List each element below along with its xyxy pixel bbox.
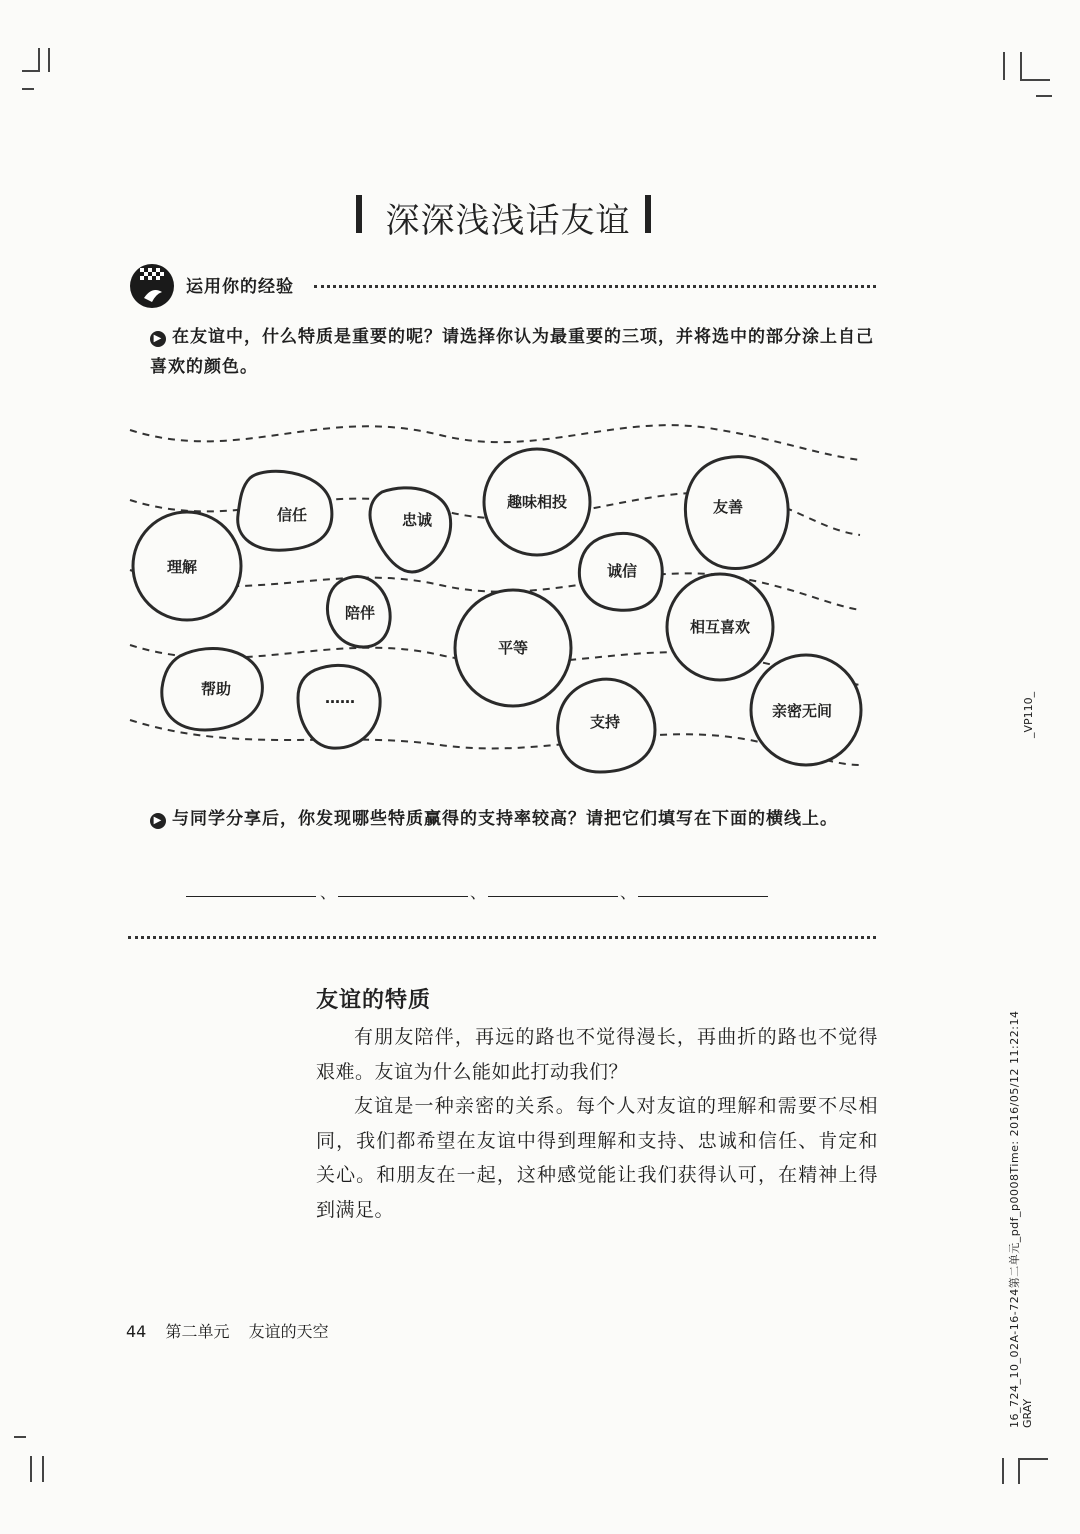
separator: 、 — [320, 883, 337, 902]
trait-bubble-zhongcheng — [370, 488, 451, 572]
trait-label: 理解 — [166, 558, 198, 576]
article-paragraph-1: 有朋友陪伴，再远的路也不觉得漫长，再曲折的路也不觉得艰难。友谊为什么能如此打动我们？ — [316, 1026, 878, 1083]
article-paragraph-2: 友谊是一种亲密的关系。每个人对友谊的理解和需要不尽相同，我们都希望在友谊中得到理解和支持、忠诚和信任、肯定和关心。和朋友在一起，这种感觉能让我们获得认可，在精神上得到满足。 — [316, 1095, 878, 1221]
trait-label: 帮助 — [200, 680, 232, 698]
crop-mark — [14, 1436, 26, 1438]
experience-badge-icon — [128, 262, 184, 310]
crop-mark — [48, 48, 50, 72]
print-code: 16_724_10_02A-16-724第二单元_pdf_p0008Time: 2016/05/12 11:22:14 — [1008, 1010, 1021, 1428]
trait-label: 趣味相投 — [506, 493, 568, 511]
article-heading: 友谊的特质 — [316, 988, 432, 1013]
crop-mark — [30, 1456, 32, 1482]
trait-label: 信任 — [276, 506, 308, 524]
crop-mark — [42, 1456, 44, 1482]
crop-mark — [1003, 52, 1005, 80]
dashed-wave — [130, 425, 860, 460]
trait-label: 亲密无间 — [771, 702, 833, 720]
separator: 、 — [470, 883, 487, 902]
answer-blank-2[interactable] — [338, 896, 468, 897]
question-1-text: 在友谊中，什么特质是重要的呢？请选择你认为最重要的三项，并将选中的部分涂上自己喜欢的颜色。 — [150, 327, 874, 377]
crop-mark — [1020, 79, 1050, 81]
unit-name: 第二单元 — [165, 1322, 230, 1341]
crop-mark — [1020, 52, 1022, 80]
page-footer — [126, 1319, 343, 1342]
page-title: 深深浅浅话友谊 — [385, 201, 631, 241]
print-vp-label: _VP110_ — [1022, 691, 1035, 738]
trait-label: 支持 — [589, 713, 621, 731]
question-2-text: 与同学分享后，你发现哪些特质赢得的支持率较高？请把它们填写在下面的横线上。 — [172, 809, 838, 829]
trait-label: 平等 — [497, 639, 529, 657]
print-gray-label: GRAY — [1021, 1398, 1034, 1428]
unit-title: 友谊的天空 — [248, 1322, 329, 1341]
crop-mark — [1002, 1458, 1004, 1484]
separator: 、 — [620, 883, 637, 902]
trait-label: …… — [325, 689, 355, 707]
title-bar-right — [645, 195, 651, 233]
page-number: 44 — [126, 1322, 147, 1341]
trait-diagram — [120, 420, 870, 790]
section-end-divider — [128, 936, 876, 939]
answer-blank-4[interactable] — [638, 896, 768, 897]
trait-label: 友善 — [712, 498, 744, 516]
crop-mark — [1036, 95, 1052, 97]
crop-mark — [38, 48, 40, 72]
crop-mark — [22, 88, 34, 90]
section-label: 运用你的经验 — [186, 277, 294, 297]
crop-mark — [1018, 1458, 1048, 1460]
trait-label: 忠诚 — [401, 511, 433, 529]
arrow-icon: ▶ — [150, 331, 166, 347]
crop-mark — [1018, 1458, 1020, 1484]
section-divider — [314, 285, 876, 288]
answer-blank-1[interactable] — [186, 896, 316, 897]
trait-label: 陪伴 — [344, 604, 376, 622]
answer-blank-3[interactable] — [488, 896, 618, 897]
trait-label: 相互喜欢 — [689, 618, 751, 636]
question-2 — [150, 804, 880, 834]
dashed-wave — [130, 720, 860, 765]
question-1 — [150, 322, 880, 382]
arrow-icon: ▶ — [150, 813, 166, 829]
trait-label: 诚信 — [606, 562, 638, 580]
